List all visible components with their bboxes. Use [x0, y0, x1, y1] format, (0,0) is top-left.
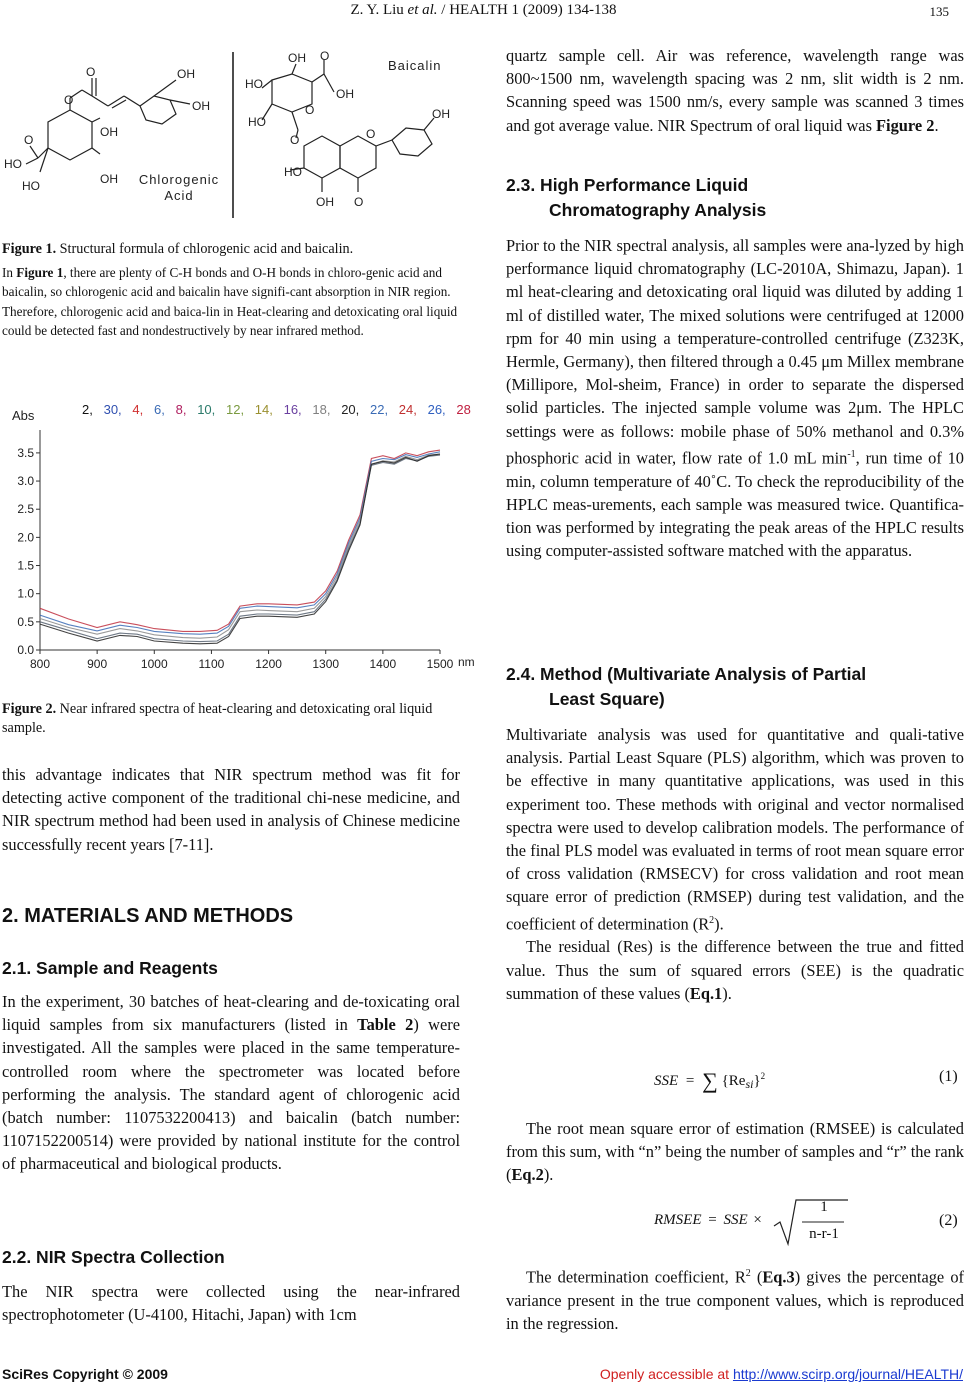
eq-operator: ∑ [702, 1068, 718, 1093]
subsection-heading: 2.2. NIR Spectra Collection [2, 1247, 225, 1267]
running-header [0, 2, 967, 19]
eq-operator: = [685, 1073, 695, 1089]
header-authors: Z. Y. Liu [350, 2, 408, 18]
paragraph [506, 1117, 964, 1187]
atom-label: O [290, 133, 300, 147]
legend-entry: 14, [254, 402, 273, 417]
y-tick-label: 3.0 [17, 474, 34, 489]
y-tick-label: 2.5 [17, 502, 34, 517]
caption-label: Figure 2. [2, 701, 57, 717]
chlorogenic-label: Chlorogenic Acid [138, 172, 220, 203]
equation-ref: Eq.1 [689, 983, 723, 1003]
atom-label: O [24, 133, 34, 147]
paragraph: this advantage indicates that NIR spectrum method was fit for detecting active component of the traditional chi-nese medicine, and NIR spectrum method had been used in analysis of Chinese medicine successfully recent years [7-11]. [2, 765, 460, 854]
atom-label: O [305, 103, 315, 117]
section-2-1-body [2, 990, 460, 1176]
note-ref: Figure 1 [16, 265, 64, 280]
text: Multivariate analysis was used for quantitative and quali-tative analysis. Partial Least Square (PLS) algorithm, which was proven to be effective in many quantitative applications, was used in this experiment too. These methods with original and vector normalised spectra were used to develop calibration models. The performance of the final PLS model was evaluated in terms of root mean square error of cross validation (RMSECV) for cross validation and root mean square error of prediction (RMSEP) during test validation, and the coefficient of determination (R [506, 725, 964, 934]
legend-entry: 20, [341, 402, 360, 417]
journal-link[interactable]: http://www.scirp.org/journal/HEALTH/ [732, 1366, 963, 1382]
legend-entry: 18, [312, 402, 331, 417]
spectrum-line [40, 454, 440, 644]
text: ) gives the percentage of variance present in the true component values, which is reproduced in the regression. [506, 1267, 964, 1333]
legend-entry: 16, [283, 402, 302, 417]
subsection-heading [506, 173, 766, 223]
atom-label: OH [432, 107, 450, 121]
x-tick-label: 1500 [426, 657, 454, 671]
left-body [2, 763, 460, 856]
legend-entry: 6, [154, 402, 165, 417]
paragraph [506, 1262, 964, 1335]
y-tick-label: 1.5 [17, 558, 34, 573]
x-tick-label: 800 [29, 657, 51, 671]
atom-label: O [354, 195, 364, 209]
atom-label: O [366, 127, 376, 141]
legend-entry: 8, [175, 402, 187, 417]
text: ). [714, 914, 724, 934]
figure-ref: Figure 2 [876, 115, 935, 135]
legend-entry: 24, [398, 402, 417, 417]
atom-label: OH [316, 195, 334, 209]
heading-line: Chromatography Analysis [549, 200, 767, 220]
x-tick-label: 900 [87, 657, 108, 671]
text: In the experiment, 30 batches of heat-clearing and de-toxicating oral liquid samples from six manufacturers (listed in [2, 992, 460, 1035]
footer-copyright: SciRes Copyright © 2009 [2, 1366, 168, 1382]
paragraph [506, 723, 964, 935]
text: ). [543, 1165, 554, 1185]
atom-label: HO [4, 157, 22, 171]
x-tick-label: 1400 [369, 657, 397, 671]
legend-entry: 10, [197, 402, 216, 417]
y-axis-label: Abs [12, 408, 35, 423]
atom-label: O [86, 65, 96, 79]
atom-label: HO [248, 115, 266, 129]
atom-label: OH [177, 67, 195, 81]
atom-label: O [320, 49, 330, 63]
atom-label: HO [284, 165, 302, 179]
table-ref: Table 2 [357, 1015, 414, 1035]
footer-access [600, 1366, 963, 1382]
y-tick-label: 3.5 [17, 445, 34, 460]
equation-1-number: (1) [939, 1068, 958, 1085]
atom-label: OH [336, 87, 354, 101]
text: ( [750, 1267, 763, 1287]
y-tick-label: 2.0 [17, 530, 34, 545]
baicalin-label: Baicalin [388, 58, 442, 73]
caption-label: Figure 1. [2, 241, 57, 257]
eq-term: RMSEE [654, 1212, 702, 1228]
header-etal: et al. [407, 2, 438, 18]
paragraph [506, 44, 964, 137]
atom-label: OH [192, 99, 210, 113]
section-2-4-body [506, 723, 964, 1005]
eq2-numerator: 1 [820, 1199, 828, 1215]
paragraph [2, 990, 460, 1176]
atom-label: O [64, 93, 74, 107]
equation-2-number: (2) [939, 1212, 958, 1229]
text: ). [722, 983, 732, 1003]
y-tick-label: 1.0 [17, 586, 34, 601]
superscript: -1 [847, 448, 856, 460]
figure1-structures [0, 48, 460, 223]
text: The root mean square error of estimation (RMSEE) is calculated from this sum, with “n” being the number of samples and “r” the rank ( [506, 1119, 964, 1185]
spectrum-line [40, 455, 440, 641]
heading-line: 2.3. High Performance Liquid [506, 175, 749, 195]
page-number: 135 [929, 4, 949, 19]
atom-label: OH [100, 172, 118, 186]
x-tick-label: 1300 [312, 657, 340, 671]
heading-line: Least Square) [549, 689, 665, 709]
atom-label: OH [100, 125, 118, 139]
footer-text: Openly accessible at [599, 1366, 733, 1382]
figure1-caption [2, 240, 458, 259]
superscript: 2 [709, 914, 715, 926]
text: quartz sample cell. Air was reference, wavelength range was 800~1500 nm, wavelength spacing was 2 nm, slit width is 2 nm. Scanning speed was 1500 nm/s, every sample was scanned 3 times and got average value. NIR Spectrum of oral liquid was [506, 46, 964, 135]
eq-operator: = [708, 1212, 717, 1228]
eq-subscript: si [745, 1077, 754, 1091]
equation-ref: Eq.2 [511, 1165, 544, 1185]
section-heading: 2. MATERIALS AND METHODS [2, 905, 294, 927]
section-2-2-body [2, 1280, 460, 1326]
paragraph: The NIR spectra were collected using the near-infrared spectrophotometer (U-4100, Hitachi, Japan) with 1cm [2, 1282, 460, 1325]
figure2-chart [0, 398, 480, 688]
paragraph [506, 935, 964, 1005]
spectrum-line [40, 454, 440, 638]
x-tick-label: 1100 [198, 657, 225, 671]
x-axis-label: nm [458, 655, 475, 669]
note-text: , there are plenty of C-H bonds and O-H bonds in chloro-genic acid and baicalin, so chlorogenic acid and baicalin have signifi-cant absorption in NIR region. Therefore, chlorogenic acid and baica-lin in Heat-clearing and detoxicating oral liquid could be detected fast and nondestructively by near infrared method. [2, 265, 458, 339]
caption-text: Structural formula of chlorogenic acid and baicalin. [56, 241, 354, 257]
header-journal: / HEALTH 1 (2009) 134-138 [437, 2, 617, 18]
superscript: 2 [745, 1268, 751, 1279]
x-tick-label: 1000 [140, 657, 168, 671]
eq-term: SSE [723, 1212, 748, 1228]
atom-label: HO [245, 77, 263, 91]
y-tick-label: 0.0 [17, 643, 34, 657]
equation-2 [654, 1212, 764, 1229]
legend-entry: 28 [456, 402, 471, 417]
text: The determination coefficient, R [526, 1267, 746, 1287]
y-tick-label: 0.5 [17, 614, 34, 629]
legend-entry: 4, [132, 402, 144, 417]
eq-operator: × [753, 1212, 762, 1228]
legend-entry: 22, [370, 402, 389, 417]
section-2-3-body [506, 234, 964, 562]
legend-entry: 2, [82, 402, 93, 417]
atom-label: OH [288, 51, 306, 65]
eq-superscript: 2 [760, 1071, 766, 1081]
text: . [934, 115, 939, 135]
caption-text: Near infrared spectra of heat-clearing and detoxicating oral liquid sample. [2, 701, 433, 736]
note-prefix: In [2, 265, 17, 280]
subsection-heading: 2.1. Sample and Reagents [2, 958, 218, 978]
eq-term: } [753, 1073, 761, 1089]
equation-1 [654, 1068, 765, 1094]
subsection-heading [506, 662, 866, 712]
legend-entry: 26, [427, 402, 446, 417]
text: The residual (Res) is the difference between the true and fitted value. Thus the sum of squared errors (SEE) is the quadratic summation of these values ( [506, 937, 964, 1003]
heading-line: 2.4. Method (Multivariate Analysis of Partial [506, 664, 867, 684]
paragraph [506, 234, 964, 562]
text: Prior to the NIR spectral analysis, all samples were ana-lyzed by high performance liquid chromatography (LC-2010A, Shimazu, Japan). 1 ml heat-clearing and detoxicating oral liquid was diluted by adding 1 ml of distilled water, The mixed solutions were centrifuged at 12000 rpm for 40 min using a temperature-controlled centrifuge (Z323K, Hermle, Germany), then filtered through a 0.45 μm Millex membrane (Millipore, Mol-sheim, France) in order to separate the dispersed solid particles. The injected sample volume was 2μm. The HPLC settings were as follows: mobile phase of 50% methanol and 0.3% phosphoric acid in water, flow rate of 1.0 mL min [506, 236, 964, 468]
right-top-body [506, 44, 964, 137]
legend-entry: 12, [226, 402, 245, 417]
eq3-intro [506, 1262, 964, 1335]
legend-entry: 30, [103, 402, 122, 417]
text: , run time of 10 min, column temperature of 40˚C. To check the reproducibility of the HPLC meas-urements, each sample was measured twice. Quantifica-tion was performed by integrating the peak areas of the HPLC results using computer-assisted software matched with the apparatus. [506, 448, 964, 561]
eq2-intro [506, 1117, 964, 1187]
figure1-note [2, 263, 458, 341]
figure2-caption [2, 700, 458, 738]
eq-term: {Re [721, 1073, 746, 1089]
eq2-denominator: n-r-1 [809, 1226, 839, 1242]
eq-term: SSE [654, 1073, 679, 1089]
x-tick-label: 1200 [255, 657, 282, 671]
atom-label: HO [22, 179, 40, 193]
text: ) were investigated. All the samples were placed in the same temperature-controlled room where the spectrometer was located before performing the analysis. The standard agent of chlorogenic acid (batch number: 1107532200413) and baicalin (batch number: 1107152200514) were provided by national institute for the control of pharmaceutical and biological products. [2, 1015, 460, 1174]
spectrum-line [40, 450, 440, 631]
equation-ref: Eq.3 [762, 1267, 795, 1287]
